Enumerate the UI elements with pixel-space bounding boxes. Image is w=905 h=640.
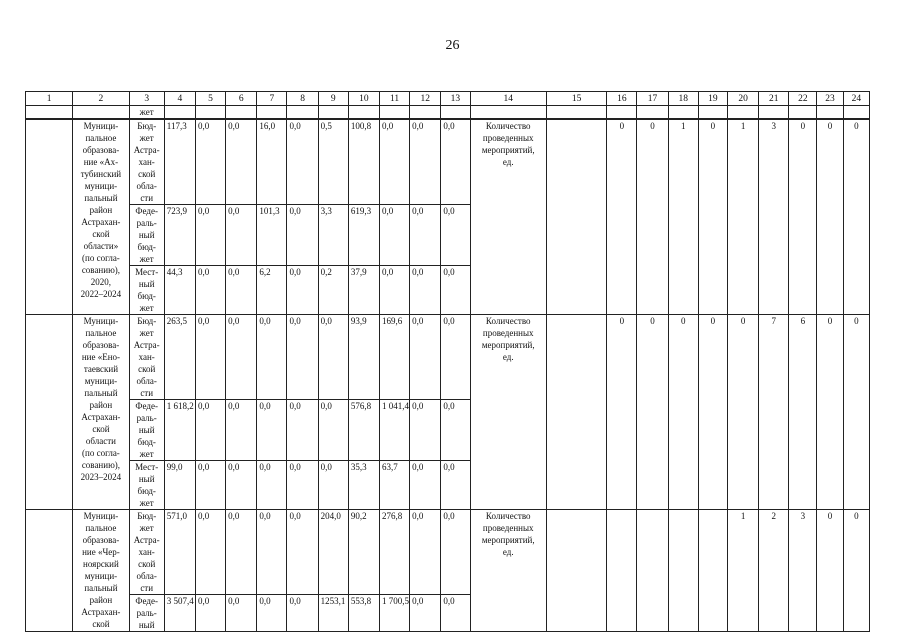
- value-cell: 0,0: [380, 205, 410, 266]
- empty-cell: [546, 119, 606, 315]
- value-cell: 0,0: [287, 400, 318, 461]
- value-cell: 576,8: [348, 400, 379, 461]
- header-cell: 16: [607, 92, 637, 106]
- empty-cell: [843, 106, 869, 120]
- value-cell: 0,0: [410, 595, 441, 632]
- header-cell: 20: [727, 92, 758, 106]
- value-cell: 263,5: [164, 315, 195, 400]
- row-number-cell: [26, 119, 73, 315]
- value-cell: 0,0: [195, 595, 225, 632]
- value-cell: 0,0: [441, 595, 470, 632]
- result-cell: 6: [789, 315, 817, 510]
- value-cell: 0,0: [441, 205, 470, 266]
- value-cell: 0,0: [410, 400, 441, 461]
- value-cell: 619,3: [348, 205, 379, 266]
- empty-cell: [287, 106, 318, 120]
- value-cell: 0,0: [195, 266, 225, 315]
- header-cell: 21: [759, 92, 789, 106]
- empty-cell: [348, 106, 379, 120]
- source-cell: Мест- ный бюд- жет: [129, 461, 164, 510]
- empty-cell: [727, 106, 758, 120]
- empty-cell: [26, 106, 73, 120]
- value-cell: 3 507,4: [164, 595, 195, 632]
- value-cell: 0,0: [287, 266, 318, 315]
- empty-cell: [668, 106, 698, 120]
- value-cell: 37,9: [348, 266, 379, 315]
- header-cell: 1: [26, 92, 73, 106]
- header-row: [26, 92, 870, 106]
- value-cell: 0,0: [318, 400, 348, 461]
- value-cell: 1 700,5: [380, 595, 410, 632]
- value-cell: 44,3: [164, 266, 195, 315]
- value-cell: 0,0: [287, 205, 318, 266]
- value-cell: 0,0: [318, 315, 348, 400]
- empty-cell: [470, 106, 546, 120]
- value-cell: 1253,1: [318, 595, 348, 632]
- value-cell: 169,6: [380, 315, 410, 400]
- value-cell: 571,0: [164, 510, 195, 595]
- data-row: [26, 119, 870, 205]
- empty-cell: [73, 106, 129, 120]
- header-cell: 13: [441, 92, 470, 106]
- value-cell: 276,8: [380, 510, 410, 595]
- result-cell: 0: [843, 315, 869, 510]
- value-cell: 0,0: [195, 510, 225, 595]
- value-cell: 553,8: [348, 595, 379, 632]
- result-cell: [668, 510, 698, 632]
- value-cell: 0,0: [195, 400, 225, 461]
- header-cell: 9: [318, 92, 348, 106]
- value-cell: 0,0: [287, 119, 318, 205]
- empty-cell: [759, 106, 789, 120]
- header-cell: 24: [843, 92, 869, 106]
- value-cell: 0,0: [287, 315, 318, 400]
- value-cell: 0,5: [318, 119, 348, 205]
- row-number-cell: [26, 510, 73, 632]
- empty-cell: [164, 106, 195, 120]
- empty-cell: [546, 106, 606, 120]
- source-cell: Бюд- жет Астра- хан- ской обла- сти: [129, 119, 164, 205]
- value-cell: 0,0: [195, 315, 225, 400]
- data-row: [26, 510, 870, 595]
- value-cell: 100,8: [348, 119, 379, 205]
- value-cell: 93,9: [348, 315, 379, 400]
- result-cell: 7: [759, 315, 789, 510]
- result-cell: 0: [843, 119, 869, 315]
- empty-cell: [380, 106, 410, 120]
- source-cell: Феде- раль- ный: [129, 595, 164, 632]
- value-cell: 63,7: [380, 461, 410, 510]
- value-cell: 723,9: [164, 205, 195, 266]
- header-cell: 8: [287, 92, 318, 106]
- page-number: 26: [445, 38, 460, 53]
- source-cell: Феде- раль- ный бюд- жет: [129, 400, 164, 461]
- value-cell: 0,0: [410, 266, 441, 315]
- value-cell: 1 618,2: [164, 400, 195, 461]
- header-cell: 6: [226, 92, 257, 106]
- result-cell: 1: [727, 510, 758, 632]
- empty-cell: [698, 106, 727, 120]
- empty-cell: [546, 510, 606, 632]
- header-cell: 14: [470, 92, 546, 106]
- empty-cell: [817, 106, 843, 120]
- value-cell: 0,0: [226, 510, 257, 595]
- value-cell: 117,3: [164, 119, 195, 205]
- empty-cell: [257, 106, 287, 120]
- result-cell: 0: [817, 510, 843, 632]
- value-cell: 204,0: [318, 510, 348, 595]
- source-cell: Мест- ный бюд- жет: [129, 266, 164, 315]
- value-cell: 0,0: [441, 266, 470, 315]
- result-cell: 0: [789, 119, 817, 315]
- header-cell: 23: [817, 92, 843, 106]
- indicator-cell: Количество проведенных мероприятий, ед.: [470, 315, 546, 510]
- value-cell: 0,0: [410, 510, 441, 595]
- result-cell: 0: [668, 315, 698, 510]
- value-cell: 0,0: [287, 461, 318, 510]
- value-cell: 0,0: [226, 400, 257, 461]
- value-cell: 101,3: [257, 205, 287, 266]
- value-cell: 99,0: [164, 461, 195, 510]
- value-cell: 0,0: [257, 510, 287, 595]
- value-cell: 0,0: [195, 119, 225, 205]
- continuation-row: [26, 106, 870, 120]
- value-cell: 0,0: [410, 461, 441, 510]
- result-cell: 3: [789, 510, 817, 632]
- value-cell: 0,0: [410, 205, 441, 266]
- indicator-cell: Количество проведенных мероприятий, ед.: [470, 510, 546, 632]
- result-cell: 0: [727, 315, 758, 510]
- row-number-cell: [26, 315, 73, 510]
- result-cell: 3: [759, 119, 789, 315]
- header-cell: 22: [789, 92, 817, 106]
- value-cell: 1 041,4: [380, 400, 410, 461]
- value-cell: 0,0: [441, 510, 470, 595]
- result-cell: 0: [817, 315, 843, 510]
- value-cell: 0,0: [380, 119, 410, 205]
- value-cell: 0,0: [380, 266, 410, 315]
- source-cell: Феде- раль- ный бюд- жет: [129, 205, 164, 266]
- value-cell: 0,0: [195, 205, 225, 266]
- data-row: [26, 315, 870, 400]
- source-cell: жет: [129, 106, 164, 120]
- header-cell: 18: [668, 92, 698, 106]
- empty-cell: [607, 106, 637, 120]
- result-cell: 1: [727, 119, 758, 315]
- value-cell: 35,3: [348, 461, 379, 510]
- result-cell: 0: [843, 510, 869, 632]
- value-cell: 0,0: [257, 400, 287, 461]
- empty-cell: [195, 106, 225, 120]
- value-cell: 0,0: [441, 461, 470, 510]
- header-cell: 17: [637, 92, 668, 106]
- result-cell: 0: [817, 119, 843, 315]
- value-cell: 0,0: [226, 595, 257, 632]
- source-cell: Бюд- жет Астра- хан- ской обла- сти: [129, 315, 164, 400]
- value-cell: 0,0: [287, 510, 318, 595]
- header-cell: 10: [348, 92, 379, 106]
- value-cell: 0,0: [410, 119, 441, 205]
- value-cell: 0,2: [318, 266, 348, 315]
- header-cell: 12: [410, 92, 441, 106]
- empty-cell: [226, 106, 257, 120]
- header-cell: 2: [73, 92, 129, 106]
- result-cell: [637, 510, 668, 632]
- value-cell: 0,0: [257, 595, 287, 632]
- value-cell: 0,0: [257, 461, 287, 510]
- header-cell: 7: [257, 92, 287, 106]
- empty-cell: [318, 106, 348, 120]
- value-cell: 0,0: [257, 315, 287, 400]
- header-cell: 15: [546, 92, 606, 106]
- value-cell: 0,0: [226, 461, 257, 510]
- result-cell: [607, 510, 637, 632]
- header-cell: 5: [195, 92, 225, 106]
- header-cell: 19: [698, 92, 727, 106]
- header-cell: 11: [380, 92, 410, 106]
- value-cell: 3,3: [318, 205, 348, 266]
- result-cell: 0: [637, 315, 668, 510]
- value-cell: 0,0: [226, 205, 257, 266]
- municipality-cell: Муници- пальное образова- ние «Чер- ноярский муници- пальный район Астрахан- ской: [73, 510, 129, 632]
- empty-cell: [546, 315, 606, 510]
- result-cell: 0: [607, 315, 637, 510]
- empty-cell: [637, 106, 668, 120]
- value-cell: 0,0: [287, 595, 318, 632]
- empty-cell: [410, 106, 441, 120]
- value-cell: 0,0: [441, 400, 470, 461]
- indicator-cell: Количество проведенных мероприятий, ед.: [470, 119, 546, 315]
- budget-table: [25, 91, 870, 632]
- municipality-cell: Муници- пальное образова- ние «Ах- тубинский муници- пальный район Астрахан- ской области» (по согла- сованию), 2020, 2022–2024: [73, 119, 129, 315]
- result-cell: [698, 510, 727, 632]
- value-cell: 0,0: [318, 461, 348, 510]
- value-cell: 0,0: [226, 119, 257, 205]
- result-cell: 0: [607, 119, 637, 315]
- value-cell: 0,0: [410, 315, 441, 400]
- value-cell: 0,0: [226, 315, 257, 400]
- result-cell: 0: [637, 119, 668, 315]
- value-cell: 90,2: [348, 510, 379, 595]
- value-cell: 0,0: [195, 461, 225, 510]
- value-cell: 0,0: [441, 119, 470, 205]
- source-cell: Бюд- жет Астра- хан- ской обла- сти: [129, 510, 164, 595]
- result-cell: 0: [698, 315, 727, 510]
- value-cell: 6,2: [257, 266, 287, 315]
- value-cell: 0,0: [441, 315, 470, 400]
- empty-cell: [789, 106, 817, 120]
- municipality-cell: Муници- пальное образова- ние «Ено- таевский муници- пальный район Астрахан- ской области (по согла- сованию), 2023–2024: [73, 315, 129, 510]
- header-cell: 4: [164, 92, 195, 106]
- value-cell: 0,0: [226, 266, 257, 315]
- header-cell: 3: [129, 92, 164, 106]
- empty-cell: [441, 106, 470, 120]
- result-cell: 1: [668, 119, 698, 315]
- result-cell: 0: [698, 119, 727, 315]
- value-cell: 16,0: [257, 119, 287, 205]
- result-cell: 2: [759, 510, 789, 632]
